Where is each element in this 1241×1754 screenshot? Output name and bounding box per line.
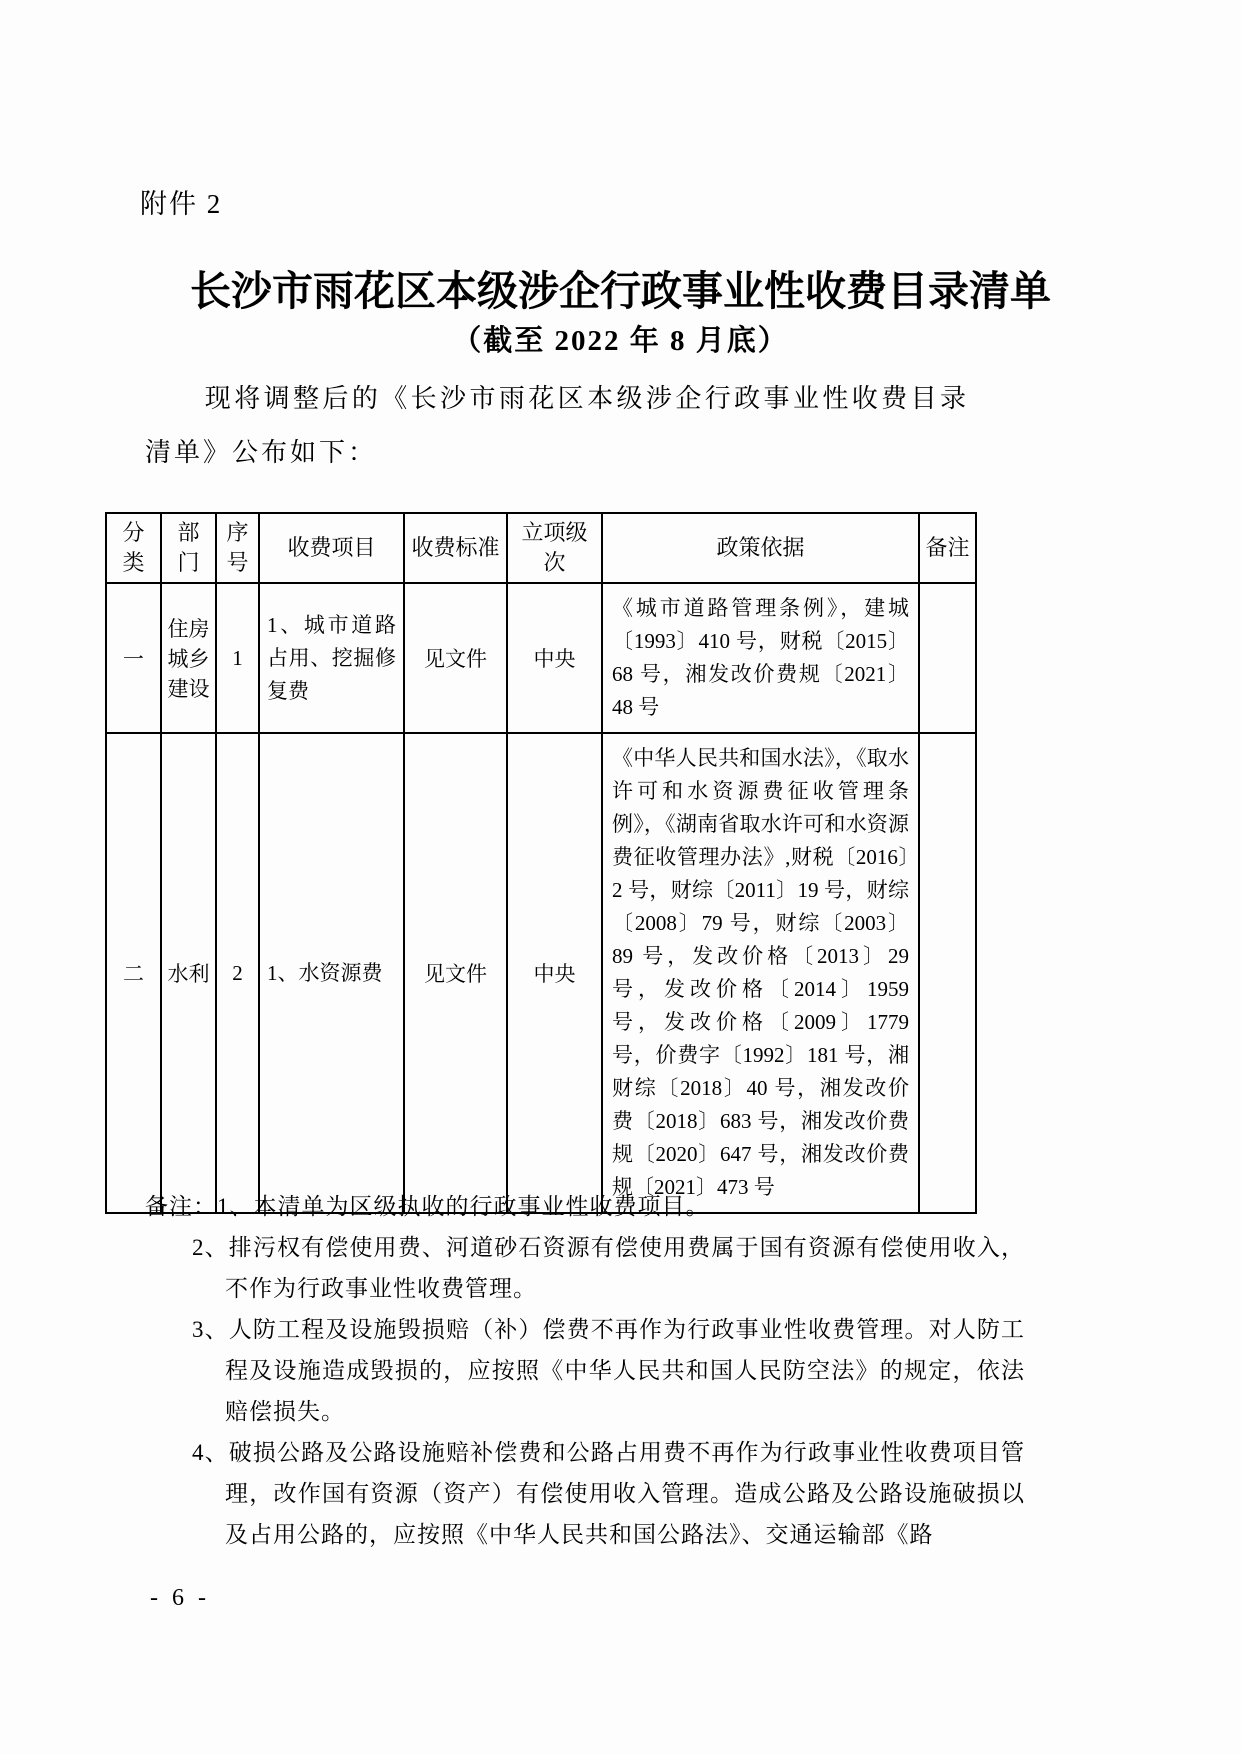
- header-seq: 序号: [216, 513, 259, 583]
- remarks-section: [145, 1186, 1025, 1555]
- header-department: 部门: [161, 513, 216, 583]
- table-header-row: [106, 513, 976, 583]
- cell-department: 水利: [161, 733, 216, 1213]
- table-row: [106, 583, 976, 733]
- cell-policy: 《中华人民共和国水法》，《取水许可和水资源费征收管理条例》，《湖南省取水许可和水资源费征收管理办法》,财税〔2016〕2 号，财综〔2011〕19 号，财综〔2008〕79 号，财综〔2003〕89 号，发改价格〔2013〕29 号，发改价格〔2014〕1959 号，发改价格〔2009〕1779 号，价费字〔1992〕181 号，湘财综〔2018〕40 号，湘发改价费〔2018〕683 号，湘发改价费规〔2020〕647 号，湘发改价费规〔2021〕473 号: [602, 733, 919, 1213]
- attachment-label: 附件 2: [140, 189, 223, 219]
- remark-item-4: 4、破损公路及公路设施赔补偿费和公路占用费不再作为行政事业性收费项目管理，改作国有资源（资产）有偿使用收入管理。造成公路及公路设施破损以及占用公路的，应按照《中华人民共和国公路法》、交通运输部《路: [192, 1440, 1025, 1547]
- cell-category: 一: [106, 583, 161, 733]
- document-subtitle: （截至 2022 年 8 月底）: [452, 325, 789, 357]
- remark-item-1: 备注：1、本清单为区级执收的行政事业性收费项目。: [145, 1194, 710, 1219]
- cell-department: 住房城乡建设: [161, 583, 216, 733]
- header-standard: 收费标准: [404, 513, 507, 583]
- header-policy: 政策依据: [602, 513, 919, 583]
- cell-remark: [919, 733, 976, 1213]
- cell-standard: 见文件: [404, 583, 507, 733]
- document-title: 长沙市雨花区本级涉企行政事业性收费目录清单: [190, 268, 1051, 314]
- header-level: 立项级次: [507, 513, 602, 583]
- remark-item-3: 3、人防工程及设施毁损赔（补）偿费不再作为行政事业性收费管理。对人防工程及设施造成毁损的，应按照《中华人民共和国人民防空法》的规定，依法赔偿损失。: [192, 1317, 1025, 1424]
- cell-standard: 见文件: [404, 733, 507, 1213]
- table-row: [106, 733, 976, 1213]
- intro-paragraph: 现将调整后的《长沙市雨花区本级涉企行政事业性收费目录清单》公布如下：: [145, 384, 969, 467]
- cell-seq: 2: [216, 733, 259, 1213]
- page-number: - 6 -: [150, 1585, 210, 1611]
- cell-level: 中央: [507, 733, 602, 1213]
- cell-item: 1、城市道路占用、挖掘修复费: [259, 583, 404, 733]
- cell-item: 1、水资源费: [259, 733, 404, 1213]
- header-remark: 备注: [919, 513, 976, 583]
- header-category: 分类: [106, 513, 161, 583]
- remark-item-2: 2、排污权有偿使用费、河道砂石资源有偿使用费属于国有资源有偿使用收入，不作为行政事业性收费管理。: [192, 1235, 1025, 1301]
- cell-level: 中央: [507, 583, 602, 733]
- fee-list-table: [105, 512, 977, 1214]
- cell-seq: 1: [216, 583, 259, 733]
- cell-remark: [919, 583, 976, 733]
- header-item: 收费项目: [259, 513, 404, 583]
- cell-category: 二: [106, 733, 161, 1213]
- cell-policy: 《城市道路管理条例》，建城〔1993〕410 号，财税〔2015〕68 号，湘发改价费规〔2021〕48 号: [602, 583, 919, 733]
